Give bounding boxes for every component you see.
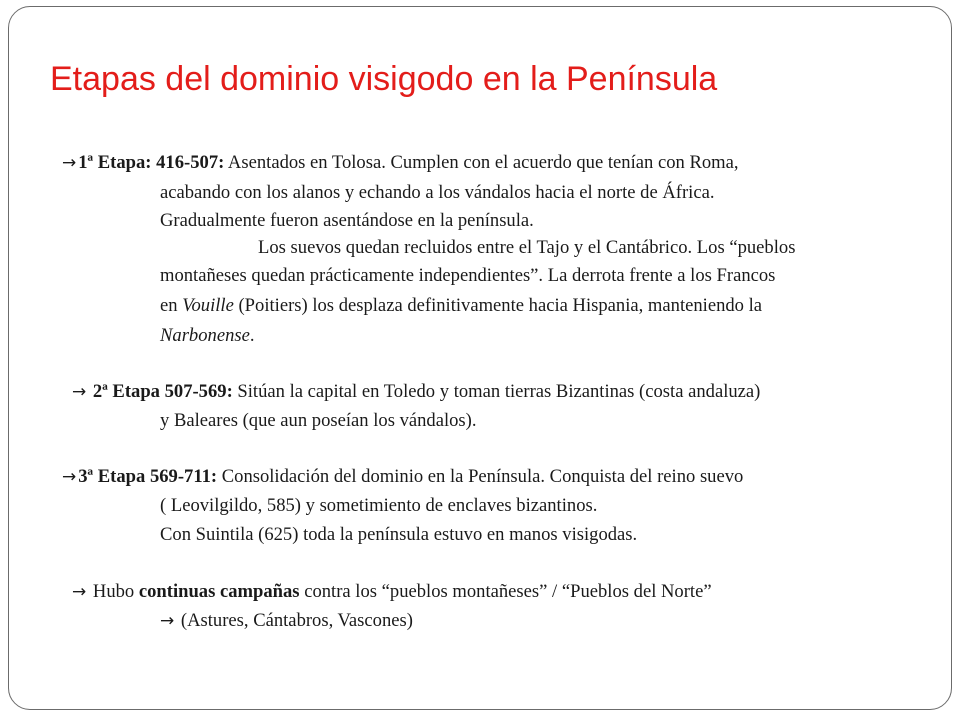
block1-text: Asentados en Tolosa. Cumplen con el acuerdo que tenían con Roma,	[224, 152, 739, 173]
block1-line6	[160, 295, 762, 317]
block4-line1	[72, 581, 712, 603]
block1-label: 1ª Etapa: 416-507:	[78, 152, 225, 173]
vouille-text: Vouille	[182, 295, 234, 316]
block1-line2: acabando con los alanos y echando a los vándalos hacia el norte de África.	[160, 182, 715, 203]
block1-line3: Gradualmente fueron asentándose en la península.	[160, 210, 534, 231]
arrow-icon: →	[62, 153, 77, 173]
block4-post: contra los “pueblos montañeses” / “Pueblos del Norte”	[299, 581, 712, 602]
narbonense-text: Narbonense	[160, 325, 250, 346]
block1-line7	[160, 325, 255, 347]
block4-pre: Hubo	[88, 581, 139, 602]
block3-line2: ( Leovilgildo, 585) y sometimiento de enclaves bizantinos.	[160, 495, 598, 516]
arrow-icon: →	[62, 467, 77, 487]
block1-line5: montañeses quedan prácticamente independientes”. La derrota frente a los Francos	[160, 265, 776, 286]
block3-line1	[62, 466, 743, 488]
block3-label: 3ª Etapa 569-711:	[78, 466, 218, 487]
block1-line4: Los suevos quedan recluidos entre el Tajo y el Cantábrico. Los “pueblos	[258, 237, 796, 258]
slide-frame	[8, 6, 952, 710]
block2-text: Sitúan la capital en Toledo y toman tierras Bizantinas (costa andaluza)	[232, 381, 761, 402]
block1-line6-pre: en	[160, 295, 183, 316]
block2-line2: y Baleares (que aun poseían los vándalos).	[160, 410, 477, 431]
block4-line2-text: (Astures, Cántabros, Vascones)	[176, 610, 413, 631]
arrow-icon: →	[160, 611, 175, 631]
block1-line1	[62, 152, 739, 174]
block2-label: 2ª Etapa 507-569:	[92, 381, 233, 402]
block1-line6-post: (Poitiers) los desplaza definitivamente hacia Hispania, manteniendo la	[233, 295, 763, 316]
block4-line2	[160, 610, 413, 632]
block1-line7-post: .	[249, 325, 255, 346]
arrow-icon: →	[72, 582, 87, 602]
slide-title: Etapas del dominio visigodo en la Península	[50, 60, 718, 98]
block3-line3: Con Suintila (625) toda la península estuvo en manos visigodas.	[160, 524, 638, 545]
block2-line1	[72, 381, 760, 403]
block3-text: Consolidación del dominio en la Península. Conquista del reino suevo	[217, 466, 744, 487]
arrow-icon: →	[72, 382, 87, 402]
block4-bold: continuas campañas	[138, 581, 300, 602]
